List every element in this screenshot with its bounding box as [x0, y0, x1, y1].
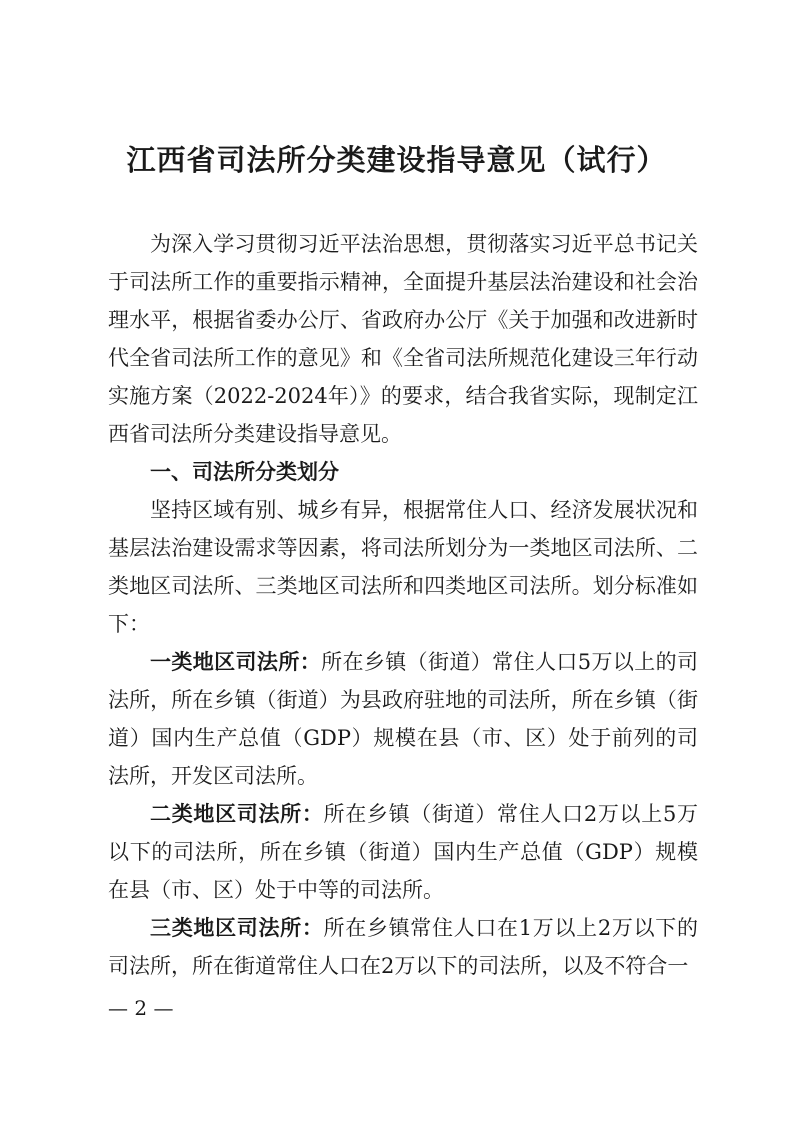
- class3-label: 三类地区司法所：: [150, 915, 324, 940]
- class2-label: 二类地区司法所：: [150, 801, 324, 826]
- class2-text: 所在乡镇（街道）常住人口2万以上5万以下的司法所，所在乡镇（街道）国内生产总值（GDP）规模在县（市、区）处于中等的司法所。: [108, 802, 698, 902]
- class1-paragraph: [108, 643, 698, 795]
- class3-paragraph: [108, 909, 698, 985]
- section-heading: 一、司法所分类划分: [150, 459, 339, 484]
- class2-paragraph: [108, 795, 698, 909]
- class1-label: 一类地区司法所：: [150, 649, 322, 674]
- class1-text: 所在乡镇（街道）常住人口5万以上的司法所，所在乡镇（街道）为县政府驻地的司法所，所在乡镇（街道）国内生产总值（GDP）规模在县（市、区）处于前列的司法所，开发区司法所。: [108, 650, 699, 788]
- document-title: 江西省司法所分类建设指导意见（试行）: [126, 143, 667, 177]
- page-number: — 2 —: [108, 996, 174, 1020]
- classification-paragraph: 坚持区域有别、城乡有异，根据常住人口、经济发展状况和基层法治建设需求等因素，将司法所划分为一类地区司法所、二类地区司法所、三类地区司法所和四类地区司法所。划分标准如下：: [108, 498, 698, 636]
- intro-paragraph: 为深入学习贯彻习近平法治思想，贯彻落实习近平总书记关于司法所工作的重要指示精神，全面提升基层法治建设和社会治理水平，根据省委办公厅、省政府办公厅《关于加强和改进新时代全省司法所工作的意见》和《全省司法所规范化建设三年行动实施方案（2022-2024年）》的要求，结合我省实际，现制定江西省司法所分类建设指导意见。: [108, 232, 698, 446]
- document-body: [108, 225, 698, 985]
- class3-text: 所在乡镇常住人口在1万以上2万以下的司法所，所在街道常住人口在2万以下的司法所，以及不符合一: [108, 916, 698, 978]
